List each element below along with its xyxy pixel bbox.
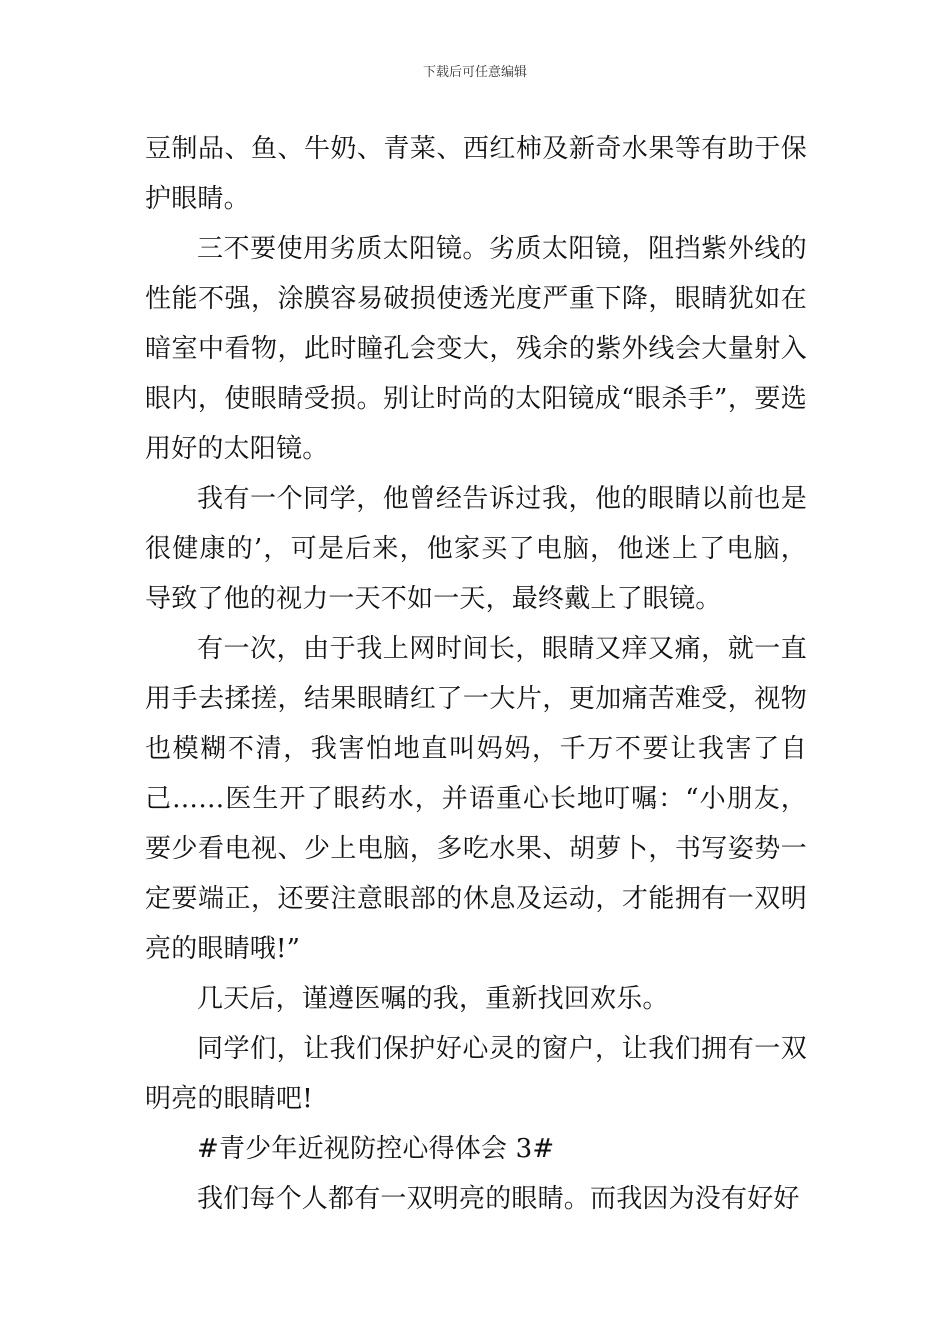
paragraph-5: 几天后，谨遵医嘱的我，重新找回欢乐。	[197, 984, 669, 1014]
header-note: 下载后可任意编辑	[422, 65, 527, 80]
paragraph-2: 三不要使用劣质太阳镜。劣质太阳镜，阻挡紫外线的性能不强，涂膜容易破损使透光度严重下降，眼睛犹如在暗室中看物，此时瞳孔会变大，残余的紫外线会大量射入眼内，使眼睛受损。别让时尚的太阳镜成“眼杀手”，要选用好的太阳镜。	[145, 234, 807, 464]
paragraph-4: 有一次，由于我上网时间长，眼睛又痒又痛，就一直用手去揉搓，结果眼睛红了一大片，更加痛苦难受，视物也模糊不清，我害怕地直叫妈妈，千万不要让我害了自己……医生开了眼药水，并语重心长地叮嘱：“小朋友，要少看电视、少上电脑，多吃水果、胡萝卜，书写姿势一定要端正，还要注意眼部的休息及运动，才能拥有一双明亮的眼睛哦!”	[145, 634, 807, 964]
section-heading: #青少年近视防控心得体会 3#	[197, 1134, 555, 1164]
document-body	[145, 124, 807, 1224]
paragraph-7: 我们每个人都有一双明亮的眼睛。而我因为没有好好	[197, 1184, 800, 1214]
paragraph-3: 我有一个同学，他曾经告诉过我，他的眼睛以前也是很健康的’，可是后来，他家买了电脑，他迷上了电脑，导致了他的视力一天不如一天，最终戴上了眼镜。	[145, 484, 807, 614]
paragraph-6: 同学们，让我们保护好心灵的窗户，让我们拥有一双明亮的眼睛吧!	[145, 1034, 807, 1114]
page-header	[0, 64, 950, 82]
paragraph-1: 豆制品、鱼、牛奶、青菜、西红柿及新奇水果等有助于保护眼睛。	[145, 134, 807, 214]
